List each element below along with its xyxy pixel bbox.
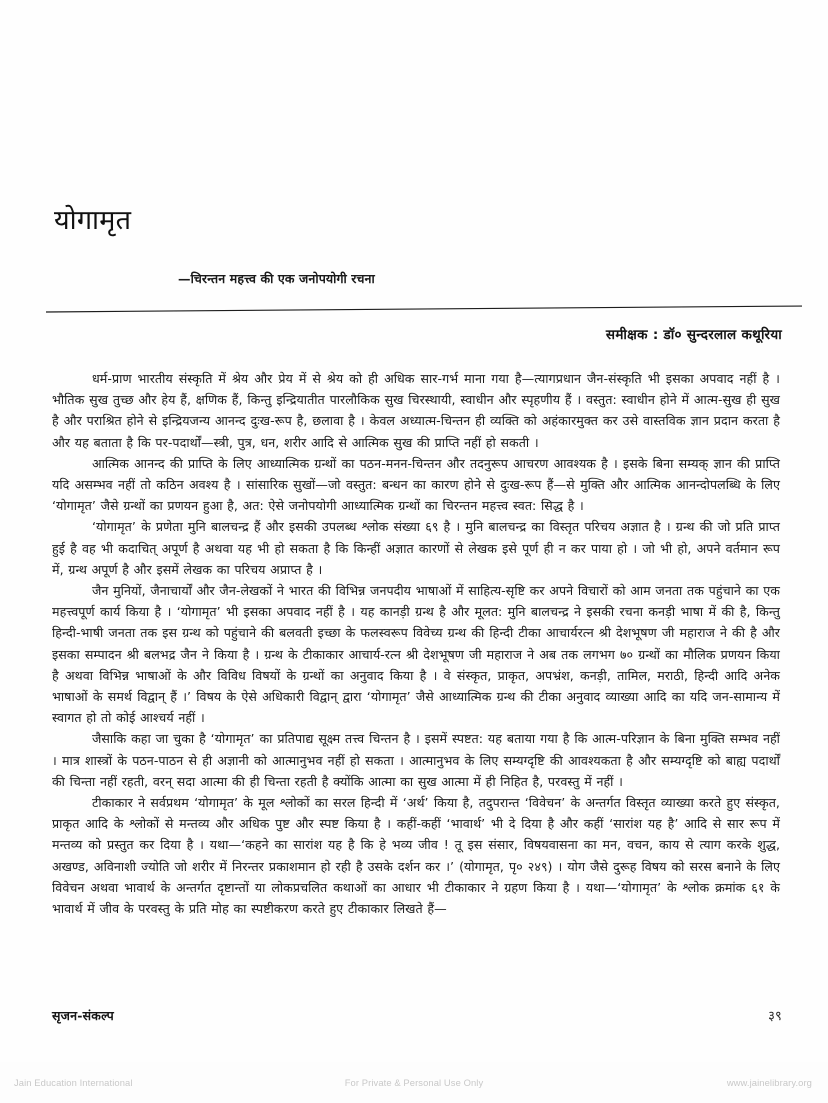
page-number: ३९ [768, 1009, 782, 1024]
page-title: योगामृत [54, 205, 132, 236]
article-masthead [54, 206, 784, 287]
paragraph: धर्म-प्राण भारतीय संस्कृति में श्रेय और प्रेय में से श्रेय को ही अधिक सार-गर्भ माना गया है—त्यागप्रधान जैन-संस्कृति भी इसका अपवाद नहीं है । भौतिक सुख तुच्छ और हेय हैं, क्षणिक हैं, किन्तु इन्द्रियातीत पारलौकिक सुख चिरस्थायी, स्वाधीन और स्पृहणीय हैं । वस्तुत: स्वाधीन होने में आत्म-सुख ही सुख है और पराश्रित होने से इन्द्रियजन्य आनन्द दुःख-रूप है, छलावा है । केवल अध्यात्म-चिन्तन ही व्यक्ति को अहंकारमुक्त कर उसे वास्तविक ज्ञान प्रदान करता है और यह बताता है कि पर-पदार्थों—स्त्री, पुत्र, धन, शरीर आदि से आत्मिक सुख की प्राप्ति नहीं हो सकती । [52, 371, 780, 450]
paragraph: जैसाकि कहा जा चुका है ‘योगामृत’ का प्रतिपाद्य सूक्ष्म तत्त्व चिन्तन है । इसमें स्पष्टत: यह बताया गया है कि आत्म-परिज्ञान के बिना मुक्ति सम्भव नहीं । मात्र शास्त्रों के पठन-पाठन से ही अज्ञानी को आत्मानुभव नहीं हो सकता । आत्मानुभव के लिए सम्यग्दृष्टि की आवश्यकता है और सम्यग्दृष्टि को बाह्य पदार्थों की चिन्ता नहीं रहती, वरन् सदा आत्मा की ही चिन्ता रहती है क्योंकि आत्मा का सुख आत्मा में ही निहित है, परवस्तु में नहीं । [52, 731, 780, 789]
article-body [52, 368, 780, 919]
paragraph: टीकाकार ने सर्वप्रथम ‘योगामृत’ के मूल श्लोकों का सरल हिन्दी में ‘अर्थ’ किया है, तदुपरान्त ‘विवेचन’ के अन्तर्गत विस्तृत व्याख्या करते हुए संस्कृत, प्राकृत आदि के श्लोकों से मन्तव्य और अधिक पुष्ट और स्पष्ट किया है । कहीं-कहीं ‘भावार्थ’ भी दे दिया है और कहीं ‘सारांश यह है’ आदि से सार रूप में मन्तव्य को प्रस्तुत कर दिया है । यथा—‘कहने का सारांश यह है कि हे भव्य जीव ! तू इस संसार, विषयवासना का मन, वचन, काय से त्याग करके शुद्ध, अखण्ड, अविनाशी ज्योति जो शरीर में निरन्तर प्रकाशमान हो रही है उसके दर्शन कर ।’ (योगामृत, पृ० २४९) । योग जैसे दुरूह विषय को सरस बनाने के लिए विवेचन अथवा भावार्थ के अन्तर्गत दृष्टान्तों या लोकप्रचलित कथाओं का आधार भी टीकाकार ने ग्रहण किया है । यथा—‘योगामृत’ के श्लोक क्रमांक ६१ के भावार्थ में जीव के परवस्तु के प्रति मोह का स्पष्टीकरण करते हुए टीकाकार लिखते हैं— [52, 795, 780, 917]
journal-name: सृजन-संकल्प [52, 1008, 114, 1023]
reviewer-byline: समीक्षक : डॉ० सुन्दरलाल कथूरिया [605, 327, 782, 343]
watermark-website: www.jainelibrary.org [726, 1077, 812, 1088]
paragraph: ‘योगामृत’ के प्रणेता मुनि बालचन्द्र हैं और इसकी उपलब्ध श्लोक संख्या ६९ है । मुनि बालचन्द्र का विस्तृत परिचय अज्ञात है । ग्रन्थ की जो प्रति प्राप्त हुई है वह भी कदाचित् अपूर्ण है अथवा यह भी हो सकता है कि किन्हीं अज्ञात कारणों से लेखक इसे पूर्ण ही न कर पाया हो । जो भी हो, अपने वर्तमान रूप में, ग्रन्थ अपूर्ण है और इसमें लेखक का परिचय अप्राप्त है । [52, 519, 780, 577]
paragraph: आत्मिक आनन्द की प्राप्ति के लिए आध्यात्मिक ग्रन्थों का पठन-मनन-चिन्तन और तदनुरूप आचरण आवश्यक है । इसके बिना सम्यक् ज्ञान की प्राप्ति यदि असम्भव नहीं तो कठिन अवश्य है । सांसारिक सुखों—जो वस्तुत: बन्धन का कारण होने से दुःख-रूप हैं—से मुक्ति और आत्मिक आनन्दोपलब्धि के लिए ‘योगामृत’ जैसे ग्रन्थों का प्रणयन हुआ है, अत: ऐसे जनोपयोगी आध्यात्मिक ग्रन्थों का चिरन्तन महत्त्व स्वत: सिद्ध है । [52, 455, 780, 514]
paragraph: जैन मुनियों, जैनाचार्यों और जैन-लेखकों ने भारत की विभिन्न जनपदीय भाषाओं में साहित्य-सृष्टि कर अपने विचारों को आम जनता तक पहुंचाने का एक महत्त्वपूर्ण कार्य किया है । ‘योगामृत’ भी इसका अपवाद नहीं है । यह कानड़ी ग्रन्थ है और मूलत: मुनि बालचन्द्र ने इसकी रचना कनड़ी भाषा में की है, किन्तु हिन्दी-भाषी जनता तक इस ग्रन्थ को पहुंचाने की बलवती इच्छा के फलस्वरूप विवेच्य ग्रन्थ की हिन्दी टीका आचार्यरत्न श्री देशभूषण जी महाराज ने की है और इसका सम्पादन श्री बलभद्र जैन ने किया है । ग्रन्थ के टीकाकार आचार्य-रत्न श्री देशभूषण जी महाराज ने अब तक लगभग ७० ग्रन्थों का मौलिक प्रणयन किया है अथवा विभिन्न भाषाओं के और विविध विषयों के ग्रन्थों का अनुवाद किया है । वे संस्कृत, प्राकृत, अपभ्रंश, कनड़ी, तामिल, मराठी, हिन्दी आदि अनेक भाषाओं के समर्थ विद्वान् हैं ।’ विषय के ऐसे अधिकारी विद्वान् द्वारा ‘योगामृत’ जैसे आध्यात्मिक ग्रन्थ की टीका अनुवाद व्याख्या आदि का यदि जन-सामान्य में स्वागत हो तो कोई आश्चर्य नहीं । [52, 583, 780, 726]
watermark-organization: Jain Education International [14, 1077, 133, 1088]
watermark-usage-notice: For Private & Personal Use Only [344, 1077, 484, 1088]
running-footer [52, 1006, 782, 1024]
scan-watermark-bar [0, 1062, 828, 1103]
horizontal-rule [46, 303, 802, 315]
article-subtitle: —चिरन्तन महत्त्व की एक जनोपयोगी रचना [178, 270, 375, 286]
